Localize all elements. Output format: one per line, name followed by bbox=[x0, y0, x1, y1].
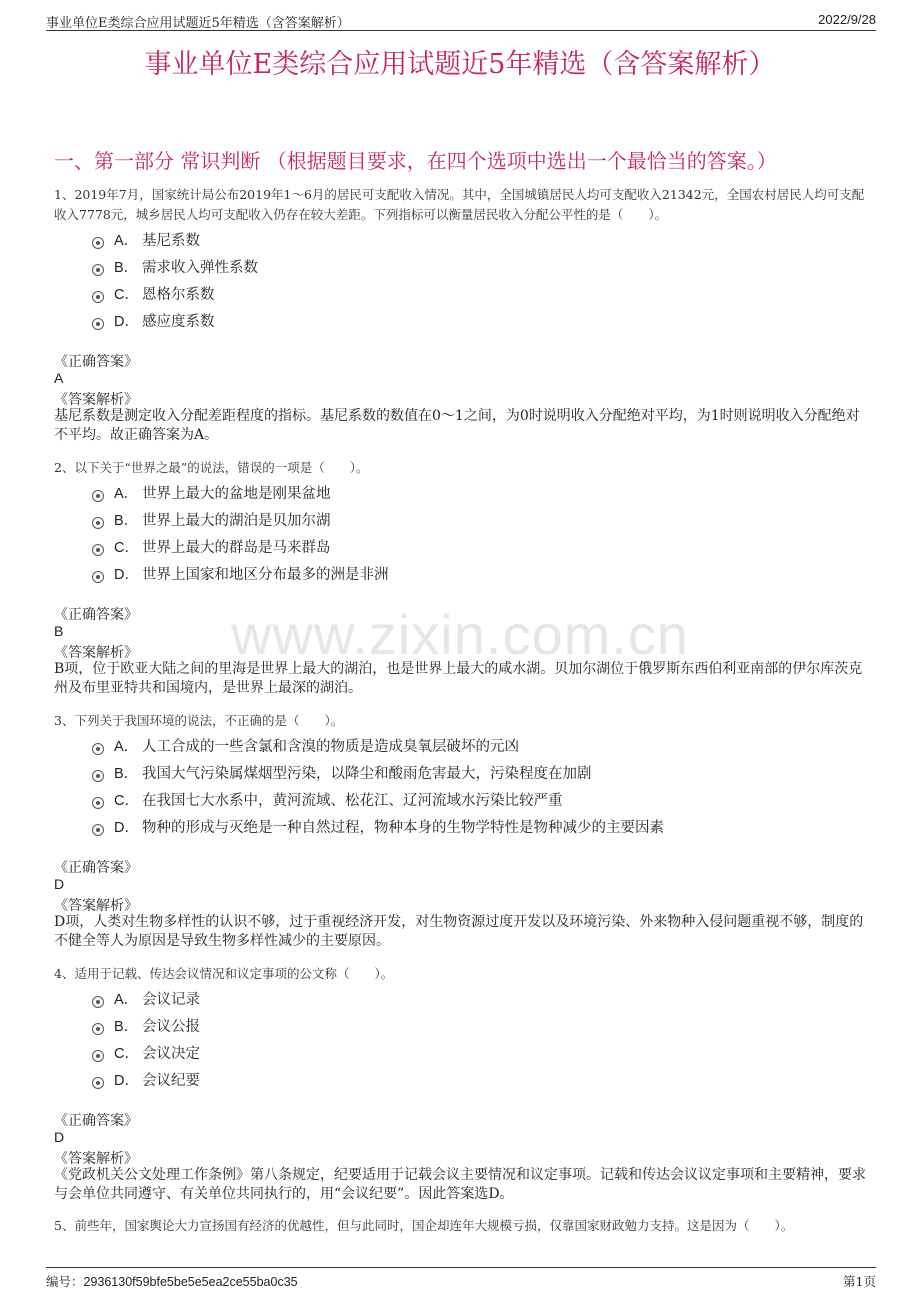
option-text: 基尼系数 bbox=[142, 233, 200, 249]
radio-icon[interactable] bbox=[92, 571, 104, 583]
page-number: 第1页 bbox=[843, 1274, 876, 1289]
option-text: 在我国七大水系中，黄河流域、松花江、辽河流域水污染比较严重 bbox=[142, 793, 563, 809]
option-d[interactable] bbox=[92, 310, 215, 331]
option-letter: C． bbox=[114, 793, 139, 809]
question-stem: 1、2019年7月，国家统计局公布2019年1～6月的居民可支配收入情况。其中，全国城镇居民人均可支配收入21342元，全国农村居民人均可支配收入7778元，城乡居民人均可支配收入仍存在较大差距。下列指标可以衡量居民收入分配公平性的是（ ）。 bbox=[54, 187, 865, 222]
option-letter: A． bbox=[114, 233, 139, 249]
option-letter: D． bbox=[114, 314, 139, 330]
option-b[interactable] bbox=[92, 256, 258, 277]
option-letter: D． bbox=[114, 1073, 139, 1089]
answer-label: 《正确答案》 bbox=[54, 860, 138, 876]
radio-icon[interactable] bbox=[92, 517, 104, 529]
option-text: 世界上国家和地区分布最多的洲是非洲 bbox=[142, 567, 389, 583]
explanation-label: 《答案解析》 bbox=[54, 645, 138, 661]
option-text: 会议公报 bbox=[142, 1019, 200, 1035]
explanation-label: 《答案解析》 bbox=[54, 1151, 138, 1167]
option-text: 我国大气污染属煤烟型污染，以降尘和酸雨危害最大，污染程度在加剧 bbox=[142, 766, 592, 782]
question-stem: 2、以下关于“世界之最”的说法，错误的一项是（ ）。 bbox=[54, 460, 369, 475]
option-d[interactable] bbox=[92, 816, 664, 837]
option-c[interactable] bbox=[92, 1042, 200, 1063]
option-b[interactable] bbox=[92, 762, 592, 783]
option-a[interactable] bbox=[92, 735, 519, 756]
option-a[interactable] bbox=[92, 988, 200, 1009]
option-letter: B． bbox=[114, 513, 139, 529]
explanation-text: 基尼系数是测定收入分配差距程度的指标。基尼系数的数值在0～1之间，为0时说明收入分配绝对平均，为1时则说明收入分配绝对不平均。故正确答案为A。 bbox=[54, 408, 860, 443]
option-letter: B． bbox=[114, 1019, 139, 1035]
radio-icon[interactable] bbox=[92, 318, 104, 330]
option-b[interactable] bbox=[92, 509, 331, 530]
explanation-text: D项，人类对生物多样性的认识不够，过于重视经济开发，对生物资源过度开发以及环境污染、外来物种入侵问题重视不够，制度的不健全等人为原因是导致生物多样性减少的主要原因。 bbox=[54, 914, 864, 949]
option-letter: A． bbox=[114, 739, 139, 755]
option-text: 会议决定 bbox=[142, 1046, 200, 1062]
option-text: 世界上最大的群岛是马来群岛 bbox=[142, 540, 331, 556]
option-c[interactable] bbox=[92, 789, 563, 810]
answer-value: B bbox=[54, 623, 64, 639]
answer-value: D bbox=[54, 1129, 65, 1145]
header-date: 2022/9/28 bbox=[818, 12, 876, 27]
answer-value: A bbox=[54, 370, 64, 386]
option-text: 会议记录 bbox=[142, 992, 200, 1008]
option-letter: C． bbox=[114, 540, 139, 556]
option-a[interactable] bbox=[92, 482, 331, 503]
option-text: 物种的形成与灭绝是一种自然过程，物种本身的生物学特性是物种减少的主要因素 bbox=[142, 820, 664, 836]
option-letter: C． bbox=[114, 1046, 139, 1062]
document-id: 编号：2936130f59bfe5be5e5ea2ce55ba0c35 bbox=[46, 1275, 298, 1289]
page-footer bbox=[46, 1267, 876, 1288]
explanation-text: 《党政机关公文处理工作条例》第八条规定，纪要适用于记载会议主要情况和议定事项。记载和传达会议议定事项和主要精神，要求与会单位共同遵守、有关单位共同执行的，用“会议纪要”。因此答案选D。 bbox=[54, 1167, 866, 1202]
radio-icon[interactable] bbox=[92, 264, 104, 276]
option-text: 恩格尔系数 bbox=[142, 287, 215, 303]
question-stem: 4、适用于记载、传达会议情况和议定事项的公文称（ ）。 bbox=[54, 966, 394, 981]
answer-value: D bbox=[54, 876, 65, 892]
radio-icon[interactable] bbox=[92, 490, 104, 502]
watermark: www.zixin.com.cn bbox=[231, 603, 689, 666]
explanation-label: 《答案解析》 bbox=[54, 898, 138, 914]
radio-icon[interactable] bbox=[92, 824, 104, 836]
option-a[interactable] bbox=[92, 229, 200, 250]
question-stem: 3、下列关于我国环境的说法，不正确的是（ ）。 bbox=[54, 713, 344, 728]
answer-label: 《正确答案》 bbox=[54, 607, 138, 623]
page-header bbox=[46, 10, 876, 31]
answer-label: 《正确答案》 bbox=[54, 1113, 138, 1129]
radio-icon[interactable] bbox=[92, 237, 104, 249]
radio-icon[interactable] bbox=[92, 291, 104, 303]
radio-icon[interactable] bbox=[92, 1077, 104, 1089]
option-b[interactable] bbox=[92, 1015, 200, 1036]
section-heading: 一、第一部分 常识判断 （根据题目要求，在四个选项中选出一个最恰当的答案。） bbox=[54, 149, 777, 173]
option-letter: B． bbox=[114, 766, 139, 782]
option-text: 人工合成的一些含氯和含溴的物质是造成臭氧层破坏的元凶 bbox=[142, 739, 519, 755]
radio-icon[interactable] bbox=[92, 1050, 104, 1062]
explanation-text: B项，位于欧亚大陆之间的里海是世界上最大的湖泊，也是世界上最大的咸水湖。贝加尔湖位于俄罗斯东西伯利亚南部的伊尔库茨克州及布里亚特共和国境内，是世界上最深的湖泊。 bbox=[54, 661, 863, 696]
option-letter: B． bbox=[114, 260, 139, 276]
radio-icon[interactable] bbox=[92, 1023, 104, 1035]
radio-icon[interactable] bbox=[92, 797, 104, 809]
option-text: 会议纪要 bbox=[142, 1073, 200, 1089]
radio-icon[interactable] bbox=[92, 770, 104, 782]
option-d[interactable] bbox=[92, 1069, 200, 1090]
radio-icon[interactable] bbox=[92, 544, 104, 556]
answer-label: 《正确答案》 bbox=[54, 354, 138, 370]
radio-icon[interactable] bbox=[92, 996, 104, 1008]
header-doc-title: 事业单位E类综合应用试题近5年精选（含答案解析） bbox=[46, 16, 350, 31]
document-title: 事业单位E类综合应用试题近5年精选（含答案解析） bbox=[144, 49, 776, 80]
option-text: 世界上最大的盆地是刚果盆地 bbox=[142, 486, 331, 502]
option-text: 世界上最大的湖泊是贝加尔湖 bbox=[142, 513, 331, 529]
option-text: 感应度系数 bbox=[142, 314, 215, 330]
option-c[interactable] bbox=[92, 283, 215, 304]
option-letter: C． bbox=[114, 287, 139, 303]
option-letter: A． bbox=[114, 486, 139, 502]
option-letter: A． bbox=[114, 992, 139, 1008]
option-letter: D． bbox=[114, 567, 139, 583]
question-stem: 5、前些年，国家舆论大力宣扬国有经济的优越性，但与此同时，国企却连年大规模亏损，仅靠国家财政勉力支持。这是因为（ ）。 bbox=[54, 1218, 794, 1233]
radio-icon[interactable] bbox=[92, 743, 104, 755]
option-c[interactable] bbox=[92, 536, 331, 557]
option-d[interactable] bbox=[92, 563, 389, 584]
option-text: 需求收入弹性系数 bbox=[142, 260, 258, 276]
explanation-label: 《答案解析》 bbox=[54, 392, 138, 408]
option-letter: D． bbox=[114, 820, 139, 836]
